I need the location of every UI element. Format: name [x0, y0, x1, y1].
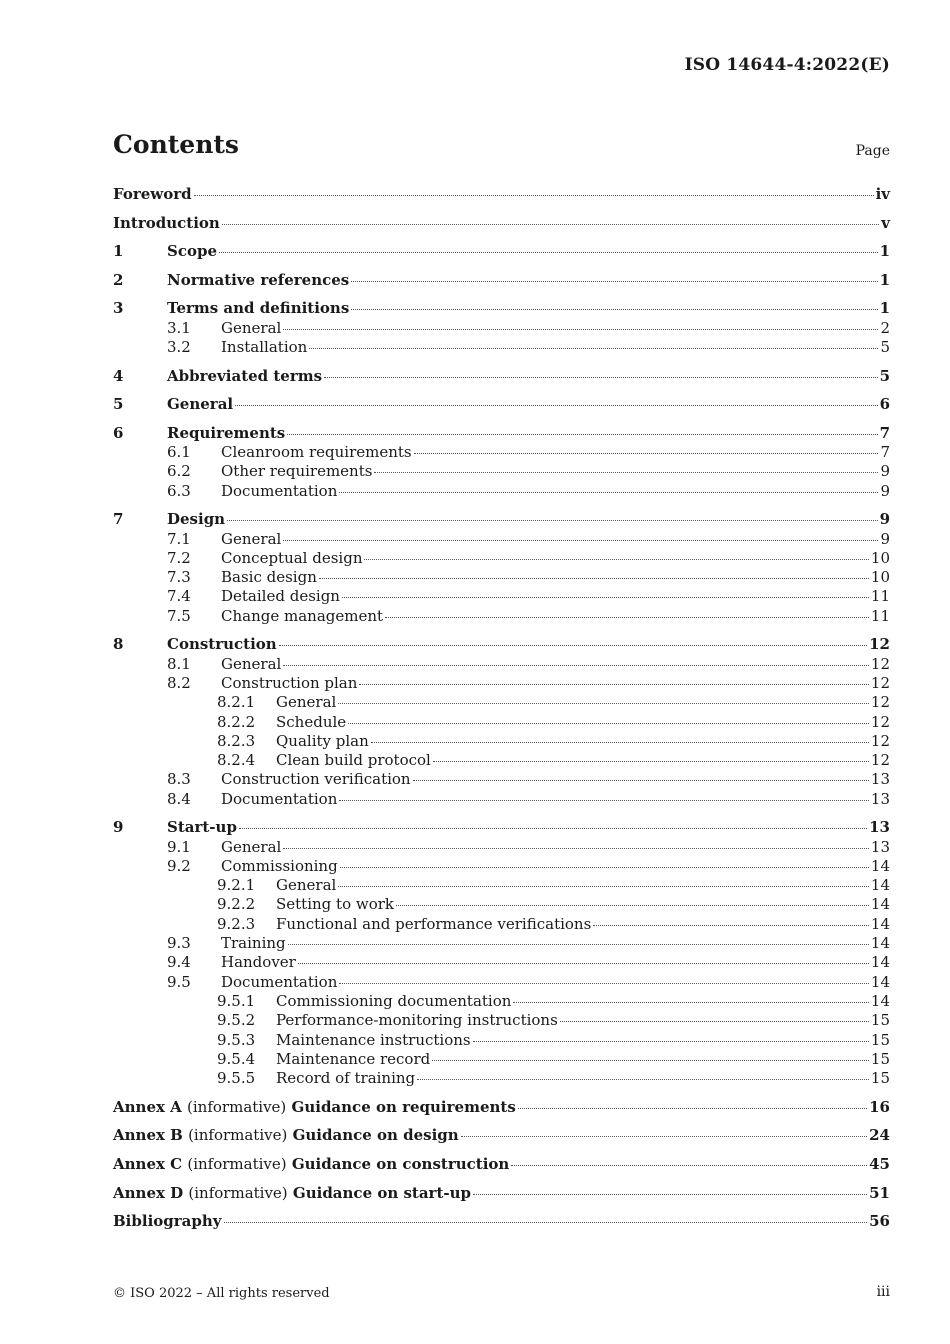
toc-entry-title: Training [221, 934, 286, 953]
toc-entry-title: Installation [221, 337, 308, 356]
toc-entry[interactable] [113, 1155, 890, 1174]
dot-leader [338, 702, 869, 704]
toc-entry-page: 24 [869, 1126, 890, 1145]
toc-entry-page: 7 [879, 423, 890, 442]
toc-entry-title: Design [167, 510, 226, 529]
toc-entry-number: 6.1 [167, 443, 191, 462]
toc-entry-number: 8.2.4 [217, 751, 256, 770]
dot-leader [432, 1059, 869, 1061]
dot-leader [364, 558, 868, 560]
toc-entry-page: 12 [870, 731, 890, 750]
toc-entry-page: 5 [880, 337, 890, 356]
toc-entry-page: 9 [879, 510, 890, 529]
dot-leader [473, 1193, 867, 1195]
toc-entry-title: General [221, 654, 282, 673]
toc-entry-number: 9.5 [167, 972, 191, 991]
toc-entry-page: 14 [870, 991, 890, 1010]
toc-entry-page: 15 [870, 1049, 890, 1068]
toc-entry-title: Commissioning documentation [276, 991, 512, 1010]
toc-entry-page: 9 [880, 529, 890, 548]
dot-leader [513, 1001, 868, 1003]
toc-entry-title [113, 1184, 471, 1203]
toc-entry-number: 9.3 [167, 934, 191, 953]
annex-title: Guidance on design [292, 1126, 459, 1145]
toc-entry-title: General [221, 318, 282, 337]
toc-entry-number: 8.1 [167, 654, 191, 673]
toc-entry[interactable] [113, 751, 890, 770]
toc-entry-number: 3 [113, 299, 124, 318]
dot-leader [433, 760, 869, 762]
toc-entry-title [113, 1098, 516, 1117]
toc-entry-title: Detailed design [221, 587, 340, 606]
toc-entry[interactable] [113, 635, 890, 654]
toc-entry[interactable] [113, 818, 890, 837]
toc-entry-title: Construction [167, 635, 277, 654]
dot-leader [227, 519, 877, 521]
toc-entry-title: Foreword [113, 185, 192, 203]
toc-entry-page: 2 [880, 318, 890, 337]
toc-entry-title: Bibliography [113, 1212, 222, 1231]
annex-label: Annex A [113, 1097, 182, 1116]
toc-entry-number: 7 [113, 510, 124, 529]
toc-entry-page: 12 [870, 654, 890, 673]
toc-entry[interactable] [113, 607, 890, 626]
toc-entry-page: 15 [870, 1030, 890, 1049]
toc-entry[interactable] [113, 510, 890, 529]
dot-leader [239, 827, 867, 829]
toc-entry[interactable] [113, 1069, 890, 1088]
annex-title: Guidance on requirements [291, 1097, 516, 1116]
toc-entry-page: 12 [870, 673, 890, 692]
dot-leader [593, 924, 869, 926]
toc-entry-number: 7.1 [167, 529, 191, 548]
dot-leader [414, 452, 879, 454]
dot-leader [396, 904, 869, 906]
toc-entry[interactable] [113, 915, 890, 934]
toc-entry-page: 13 [870, 770, 890, 789]
toc-entry-page: 15 [870, 1011, 890, 1030]
toc-entry-page: 11 [870, 606, 890, 625]
dot-leader [319, 577, 869, 579]
toc-entry[interactable] [113, 214, 890, 233]
toc-entry-title: Quality plan [276, 731, 369, 750]
toc-entry-page: 7 [880, 443, 890, 462]
toc-entry-number: 3.1 [167, 318, 191, 337]
dot-leader [287, 433, 877, 435]
toc-entry-title: Setting to work [276, 895, 394, 914]
dot-leader [374, 471, 878, 473]
toc-entry-page: 51 [869, 1183, 890, 1202]
toc-entry-title: Performance-monitoring instructions [276, 1011, 558, 1030]
toc-entry-number: 9 [113, 818, 124, 837]
toc-entry-title: General [276, 876, 337, 895]
toc-entry-title: General [276, 693, 337, 712]
toc-entry-number: 8.2.1 [217, 693, 256, 712]
toc-entry-number: 9.2 [167, 856, 191, 875]
toc-entry-page: 45 [869, 1154, 890, 1173]
dot-leader [417, 1078, 869, 1080]
toc-entry[interactable] [113, 732, 890, 751]
toc-entry[interactable] [113, 367, 890, 386]
dot-leader [324, 376, 877, 378]
toc-entry[interactable] [113, 934, 890, 953]
toc-entry-number: 9.2.1 [217, 876, 256, 895]
toc-entry-page: 11 [870, 587, 890, 606]
toc-entry-page: v [881, 213, 890, 232]
page-column-label: Page [855, 143, 890, 159]
toc-entry-page: 14 [870, 934, 890, 953]
toc-entry[interactable] [113, 857, 890, 876]
toc-entry[interactable] [113, 693, 890, 712]
dot-leader [219, 251, 878, 253]
dot-leader [283, 664, 869, 666]
dot-leader [461, 1135, 867, 1137]
annex-title: Guidance on construction [291, 1154, 510, 1173]
toc-entry-number: 9.5.1 [217, 991, 256, 1010]
toc-entry-page: 12 [870, 712, 890, 731]
dot-leader [288, 943, 869, 945]
toc-entry-title: Basic design [221, 568, 317, 587]
dot-leader [518, 1107, 867, 1109]
dot-leader [298, 962, 869, 964]
toc-entry-title [113, 1126, 459, 1145]
dot-leader [339, 799, 869, 801]
dot-leader [351, 280, 877, 282]
annex-note: (informative) [188, 1183, 288, 1202]
toc-entry-page: 13 [870, 837, 890, 856]
toc-entry-page: 12 [870, 693, 890, 712]
toc-entry[interactable] [113, 299, 890, 318]
toc-entry-title: Start-up [167, 818, 237, 837]
toc-entry[interactable] [113, 790, 890, 809]
toc-entry[interactable] [113, 1011, 890, 1030]
toc-entry-number: 9.5.4 [217, 1049, 256, 1068]
annex-note: (informative) [188, 1126, 288, 1145]
copyright-notice: © ISO 2022 – All rights reserved [113, 1286, 330, 1301]
toc-entry[interactable] [113, 655, 890, 674]
toc-entry-number: 8.2 [167, 673, 191, 692]
toc-entry[interactable] [113, 876, 890, 895]
toc-entry-page: 15 [870, 1069, 890, 1088]
annex-label: Annex D [113, 1183, 184, 1202]
dot-leader [235, 404, 877, 406]
toc-entry-page: 13 [870, 789, 890, 808]
toc-entry-title: Requirements [167, 423, 286, 442]
toc-entry[interactable] [113, 973, 890, 992]
toc-entry-number: 6 [113, 423, 124, 442]
toc-entry-title: Construction plan [221, 673, 358, 692]
toc-entry[interactable] [113, 1126, 890, 1145]
toc-entry[interactable] [113, 1098, 890, 1117]
annex-title: Guidance on start-up [292, 1183, 472, 1202]
toc-entry-number: 2 [113, 270, 124, 289]
toc-entry-number: 6.3 [167, 481, 191, 500]
toc-entry-title: General [221, 529, 282, 548]
toc-entry-page: 14 [870, 972, 890, 991]
toc-entry-page: 1 [879, 270, 890, 289]
toc-entry-page: 12 [869, 635, 890, 654]
toc-entry-title: Abbreviated terms [167, 366, 323, 385]
toc-entry-number: 8.2.2 [217, 712, 256, 731]
toc-entry-number: 8.4 [167, 789, 191, 808]
dot-leader [340, 866, 869, 868]
toc-entry-number: 7.5 [167, 606, 191, 625]
toc-entry-title: Clean build protocol [276, 751, 431, 770]
dot-leader [342, 596, 869, 598]
toc-entry[interactable] [113, 242, 890, 261]
annex-note: (informative) [187, 1097, 287, 1116]
toc-entry-page: 14 [870, 953, 890, 972]
toc-entry-number: 8 [113, 635, 124, 654]
dot-leader [279, 644, 867, 646]
toc-entry-page: 14 [870, 895, 890, 914]
toc-entry-title: Other requirements [221, 462, 373, 481]
dot-leader [194, 194, 874, 196]
toc-entry[interactable] [113, 530, 890, 549]
toc-entry-title: Documentation [221, 481, 338, 500]
toc-entry-title: Cleanroom requirements [221, 443, 412, 462]
toc-entry-title: Record of training [276, 1069, 416, 1088]
toc-entry[interactable] [113, 1212, 890, 1231]
toc-entry-number: 7.4 [167, 587, 191, 606]
toc-entry-page: 16 [869, 1097, 890, 1116]
dot-leader [473, 1040, 869, 1042]
toc-entry-number: 9.5.5 [217, 1069, 256, 1088]
toc-entry-title: Functional and performance verifications [276, 914, 592, 933]
dot-leader [339, 491, 878, 493]
annex-note: (informative) [187, 1154, 287, 1173]
toc-entry-number: 4 [113, 366, 124, 385]
dot-leader [222, 223, 879, 225]
toc-entry[interactable] [113, 1050, 890, 1069]
toc-entry-title: General [221, 837, 282, 856]
toc-entry[interactable] [113, 338, 890, 357]
toc-entry[interactable] [113, 1031, 890, 1050]
toc-entry-number: 8.3 [167, 770, 191, 789]
dot-leader [359, 683, 868, 685]
dot-leader [283, 539, 878, 541]
toc-entry-title: Scope [167, 242, 218, 261]
toc-entry-title: Terms and definitions [167, 299, 350, 318]
toc-entry-page: 10 [870, 568, 890, 587]
toc-entry-title: Handover [221, 953, 296, 972]
toc-entry-page: 5 [879, 366, 890, 385]
toc-entry[interactable] [113, 992, 890, 1011]
toc-entry[interactable] [113, 482, 890, 501]
toc-entry-number: 5 [113, 395, 124, 414]
dot-leader [348, 722, 869, 724]
toc-entry-page: 14 [870, 856, 890, 875]
toc-entry-number: 9.1 [167, 837, 191, 856]
toc-entry[interactable] [113, 568, 890, 587]
toc-entry-title: Normative references [167, 270, 350, 289]
toc-entry[interactable] [113, 674, 890, 693]
dot-leader [560, 1020, 869, 1022]
table-of-contents [113, 185, 890, 1231]
dot-leader [283, 847, 869, 849]
dot-leader [385, 616, 869, 618]
annex-label: Annex B [113, 1126, 183, 1145]
toc-entry[interactable] [113, 713, 890, 732]
toc-entry-page: iv [875, 185, 890, 203]
toc-entry-page: 9 [880, 481, 890, 500]
toc-entry[interactable] [113, 271, 890, 290]
toc-entry-number: 9.5.2 [217, 1011, 256, 1030]
toc-entry-page: 13 [869, 818, 890, 837]
toc-entry-page: 1 [879, 299, 890, 318]
toc-entry[interactable] [113, 443, 890, 462]
toc-entry[interactable] [113, 549, 890, 568]
toc-entry-page: 14 [870, 914, 890, 933]
toc-entry-number: 3.2 [167, 337, 191, 356]
toc-entry-number: 9.5.3 [217, 1030, 256, 1049]
toc-entry[interactable] [113, 1184, 890, 1203]
toc-entry-number: 9.2.3 [217, 914, 256, 933]
page-number: iii [876, 1284, 890, 1300]
toc-entry-title: Construction verification [221, 770, 411, 789]
dot-leader [309, 347, 878, 349]
toc-entry-title: Commissioning [221, 856, 338, 875]
toc-entry-page: 10 [870, 548, 890, 567]
toc-entry[interactable] [113, 319, 890, 338]
toc-entry-title: Conceptual design [221, 548, 363, 567]
dot-leader [351, 308, 877, 310]
toc-entry-title: General [167, 395, 234, 414]
toc-entry-page: 9 [880, 462, 890, 481]
document-id: ISO 14644-4:2022(E) [684, 55, 890, 75]
toc-entry-title: Introduction [113, 213, 220, 232]
dot-leader [224, 1221, 868, 1223]
toc-entry-page: 12 [870, 751, 890, 770]
toc-entry-page: 6 [879, 395, 890, 414]
toc-entry-title: Documentation [221, 789, 338, 808]
toc-entry-number: 9.4 [167, 953, 191, 972]
dot-leader [339, 982, 869, 984]
dot-leader [283, 328, 878, 330]
toc-entry-number: 8.2.3 [217, 731, 256, 750]
toc-entry[interactable] [113, 185, 890, 204]
toc-entry-number: 7.2 [167, 548, 191, 567]
toc-entry[interactable] [113, 953, 890, 972]
annex-label: Annex C [113, 1154, 183, 1173]
toc-entry[interactable] [113, 424, 890, 443]
dot-leader [371, 741, 869, 743]
toc-entry-title [113, 1155, 509, 1174]
toc-entry[interactable] [113, 587, 890, 606]
toc-entry-title: Change management [221, 606, 384, 625]
toc-entry-page: 14 [870, 876, 890, 895]
toc-entry-title: Maintenance instructions [276, 1030, 471, 1049]
toc-entry[interactable] [113, 770, 890, 789]
toc-entry-number: 1 [113, 242, 124, 261]
toc-entry-number: 7.3 [167, 568, 191, 587]
dot-leader [413, 779, 869, 781]
dot-leader [338, 885, 869, 887]
toc-entry-number: 9.2.2 [217, 895, 256, 914]
toc-entry[interactable] [113, 462, 890, 481]
toc-entry[interactable] [113, 895, 890, 914]
toc-entry-title: Maintenance record [276, 1049, 431, 1068]
toc-entry[interactable] [113, 395, 890, 414]
page-title: Contents [113, 130, 240, 159]
toc-entry-title: Documentation [221, 972, 338, 991]
toc-entry-page: 56 [869, 1212, 890, 1231]
toc-entry-number: 6.2 [167, 462, 191, 481]
toc-entry-title: Schedule [276, 712, 347, 731]
dot-leader [511, 1164, 867, 1166]
toc-entry-page: 1 [879, 242, 890, 261]
toc-entry[interactable] [113, 838, 890, 857]
